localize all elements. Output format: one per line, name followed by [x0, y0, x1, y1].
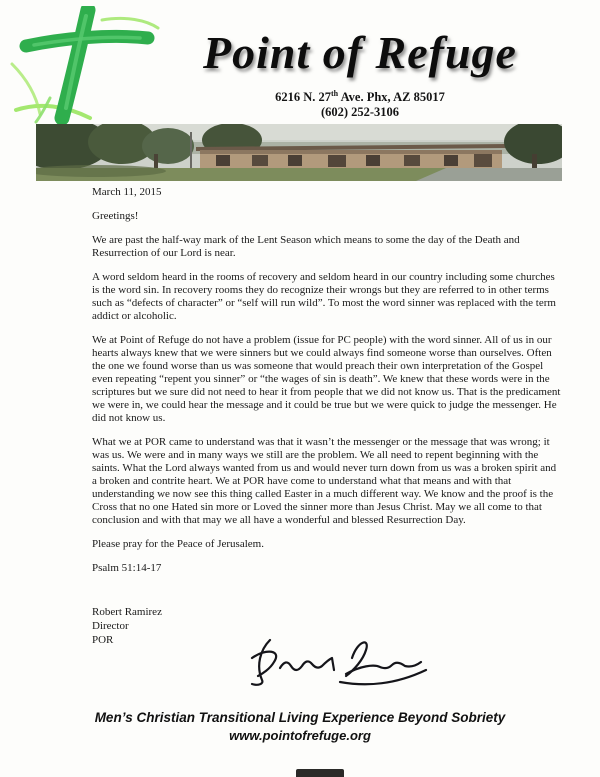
letter-body	[92, 186, 562, 647]
closing-request: Please pray for the Peace of Jerusalem.	[92, 538, 264, 550]
letter-date: March 11, 2015	[92, 186, 162, 198]
signature-image	[228, 632, 438, 690]
paragraph-1: We are past the half-way mark of the Lent Season which means to some the day of the Death and Resurrection of our Lord is near.	[92, 234, 520, 259]
footer-tagline: Men’s Christian Transitional Living Experience Beyond Sobriety	[94, 710, 506, 725]
address-post: Ave. Phx, AZ 85017	[338, 90, 445, 105]
org-title: Point of Refuge	[203, 27, 517, 78]
paragraph-3: We at Point of Refuge do not have a problem (issue for PC people) with the word sinner. All of us in our hearts always knew that we were sinners but we could always find someone worse than ourselves. Often the one we found worse than us was someone that would preach their own interpretation of the Gospel even repeating “repent you sinner” or “the wages of sin is death”. We knew that these words were in the scriptures but we sure did not need to hear it from people that we did not know us. That is the predicament we were in, we could hear the message and it could be true but we were quick to judge the messenger. He did not know us.	[92, 334, 561, 424]
signer-title: Director	[92, 620, 129, 632]
paragraph-4: What we at POR came to understand was that it wasn’t the messenger or the message that was wrong; it was us. We were and in many ways we still are the problem. We all need to repent beginning with the saints. What the Lord always wanted from us and would never turn down from us was a broken spirit and a broken and contrite heart. We at POR have come to understand what that means and with that understanding we now see this thing called Easter in a much different way. We know and the proof is the Cross that no one Hated sin more or Loved the sinner more than Jesus Christ. May we all come to that conclusion and with that may we all have a wonderful and blessed Resurrection Day.	[92, 436, 557, 526]
facility-photo	[36, 124, 562, 181]
signer-org: POR	[92, 634, 114, 646]
address-line	[150, 89, 570, 105]
phone-line: (602) 252-3106	[320, 105, 400, 119]
scripture-reference: Psalm 51:14-17	[92, 562, 162, 574]
paragraph-2: A word seldom heard in the rooms of recovery and seldom heard in our country including some churches is the word sin. In recovery rooms they do recognize their wrongs but they are referred to in other terms such as “defects of character” or “self will run wild”. To most the word sinner was replaced with the term addict or alcoholic.	[92, 271, 556, 322]
signer-name: Robert Ramirez	[92, 606, 162, 618]
address-ordinal: th	[331, 89, 339, 98]
address-pre: 6216 N. 27	[275, 90, 332, 105]
footer-website: www.pointofrefuge.org	[229, 728, 371, 743]
cross-logo-icon	[6, 6, 164, 126]
salutation: Greetings!	[92, 210, 139, 222]
scan-artifact	[296, 769, 344, 777]
